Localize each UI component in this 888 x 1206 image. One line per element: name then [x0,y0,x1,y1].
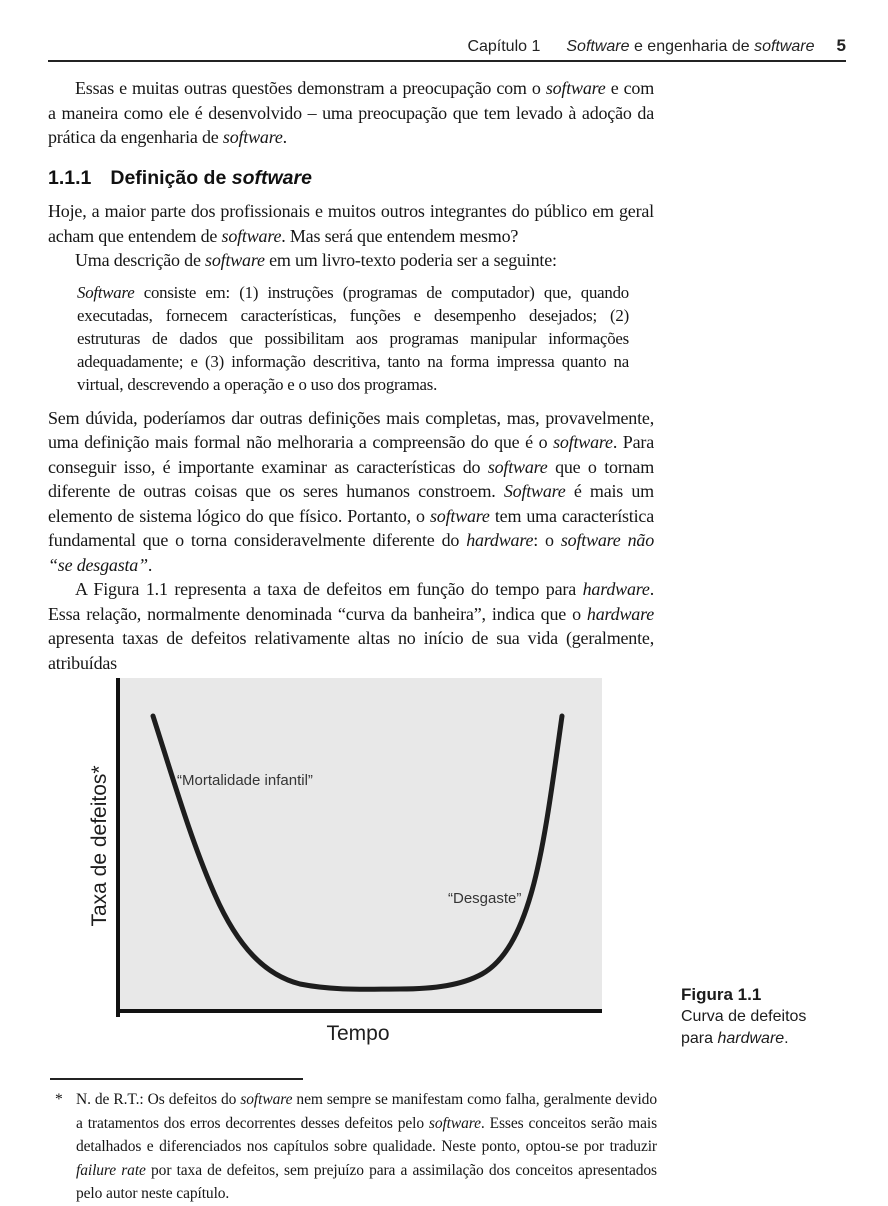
plot-area [120,678,602,1013]
chapter-label: Capítulo 1 [467,38,541,55]
x-axis-label: Tempo [326,1022,390,1045]
y-axis [116,678,120,1017]
footnote-marker: * [55,1091,63,1108]
section-number: 1.1.1 [48,166,92,189]
paragraph-description-lead: Uma descrição de software em um livro-texto poderia ser a seguinte: [75,250,557,270]
footnote-rule [50,1078,303,1080]
figure-caption-text: Curva de defeitos para hardware. [681,1008,807,1047]
paragraph-intro: Essas e muitas outras questões demonstram a preocupação com o software e com a maneira como ele é desenvolvido – uma preocupação que tem levado à adoção da prática da engenharia de software. [48,78,655,147]
paragraph-figure-intro: A Figura 1.1 representa a taxa de defeitos em função do tempo para hardware. Essa relação, normalmente denominada “curva da banheira”, indica que o hardware apresenta taxas de defeitos relativamente altas no início de sua vida (geralmente, atribuídas [48,579,654,673]
x-axis [116,1009,602,1013]
annotation-wear: “Desgaste” [448,890,522,907]
section-title: Definição de software [110,166,312,189]
figure-caption [681,984,841,1050]
book-title: Software e engenharia de software [566,38,815,55]
page-header [48,36,846,56]
figure-caption-title: Figura 1.1 [681,985,762,1004]
page-number: 5 [836,36,846,55]
paragraph-definition-lead: Hoje, a maior parte dos profissionais e muitos outros integrantes do público em geral acham que entendem de software. Mas será que entendem mesmo? [48,201,654,246]
y-axis-label: Taxa de defeitos* [88,765,111,927]
footnote-text: N. de R.T.: Os defeitos do software nem sempre se manifestam como falha, geralmente devido a tratamentos dos erros decorrentes desses defeitos pelo software. Esses conceitos serão mais detalhados e diferenciados nos capítulos sobre qualidade. Neste ponto, optou-se por traduzir failure rate por taxa de defeitos, sem prejuízo para a assimilação dos conceitos apresentados pelo autor neste capítulo. [76,1091,657,1202]
footnote [55,1088,657,1206]
block-quote-definition: Software consiste em: (1) instruções (programas de computador) que, quando executadas, fornecem características, funções e desempenho desejados; (2) estruturas de dados que possibilitam aos programas manipular informações adequadamente; e (3) informação descritiva, tanto na forma impressa quanto na virtual, descrevendo a operação e o uso dos programas. [77,282,629,394]
figure-bathtub-curve [80,660,620,1040]
annotation-infant-mortality: “Mortalidade infantil” [177,772,313,789]
main-text-column [48,76,654,675]
header-rule [48,60,846,62]
section-heading [48,166,654,191]
paragraph-discussion: Sem dúvida, poderíamos dar outras definições mais completas, mas, provavelmente, uma definição mais formal não melhoraria a compreensão do que é o software. Para conseguir isso, é importante examinar as características do software que o tornam diferente de outras coisas que os seres humanos constroem. Software é mais um elemento de sistema lógico do que físico. Portanto, o software tem uma característica fundamental que o torna consideravelmente diferente do hardware: o software não “se desgasta”. [48,407,655,575]
